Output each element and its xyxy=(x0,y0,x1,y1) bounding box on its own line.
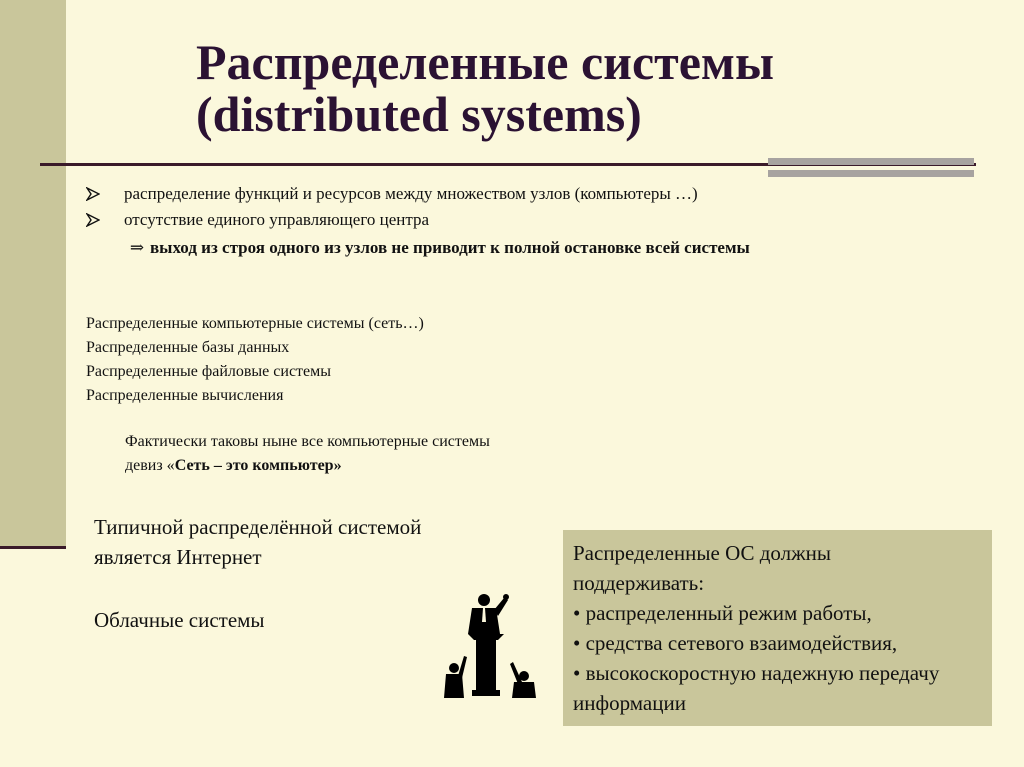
arrowhead-bullet-icon xyxy=(86,182,124,208)
list-item: Распределенные файловые системы xyxy=(86,363,332,380)
left-accent-bar xyxy=(0,0,66,548)
implication-line xyxy=(86,236,946,260)
os-requirement-item: • средства сетевого взаимодействия, xyxy=(573,631,898,655)
motto-slogan xyxy=(125,454,490,478)
bullet-item xyxy=(86,208,946,234)
os-intro-line: поддерживать: xyxy=(573,571,705,595)
motto-bold: Сеть – это компьютер» xyxy=(174,457,342,474)
os-requirement-item: • высокоскоростную надежную передачу информации xyxy=(573,661,940,715)
typical-system-text xyxy=(94,512,534,572)
implies-arrow-icon: ⇒ xyxy=(129,238,145,257)
title-line-1: Распределенные системы xyxy=(196,34,775,90)
decorative-bar-bottom xyxy=(768,170,974,177)
os-requirement-item: • распределенный режим работы, xyxy=(573,601,872,625)
slide-title xyxy=(196,36,956,140)
arrowhead-bullet-icon xyxy=(86,208,124,234)
left-accent-line xyxy=(0,546,66,549)
list-item: Распределенные компьютерные системы (сеть…) xyxy=(86,315,424,332)
speaker-at-podium-icon xyxy=(442,590,538,702)
motto-block xyxy=(125,430,490,478)
list-item: Распределенные базы данных xyxy=(86,339,290,356)
os-intro-line: Распределенные ОС должны xyxy=(573,541,831,565)
bullet-item xyxy=(86,182,946,208)
system-types-list xyxy=(86,312,424,408)
motto-prefix: девиз « xyxy=(125,457,175,474)
bullet-text: распределение функций и ресурсов между множеством узлов (компьютеры …) xyxy=(124,184,698,203)
decorative-bar-top xyxy=(768,158,974,165)
typical-line: является Интернет xyxy=(94,545,262,569)
typical-line: Типичной распределённой системой xyxy=(94,515,422,539)
bullet-text: отсутствие единого управляющего центра xyxy=(124,210,430,229)
title-line-2: (distributed systems) xyxy=(196,86,642,142)
os-requirements-box xyxy=(563,530,992,726)
implication-text: выход из строя одного из узлов не приводит к полной остановке всей системы xyxy=(150,238,750,257)
list-item: Распределенные вычисления xyxy=(86,387,284,404)
motto-line: Фактически таковы ныне все компьютерные системы xyxy=(125,433,490,450)
cloud-systems-text: Облачные системы xyxy=(94,608,265,632)
feature-bullets xyxy=(86,182,946,260)
